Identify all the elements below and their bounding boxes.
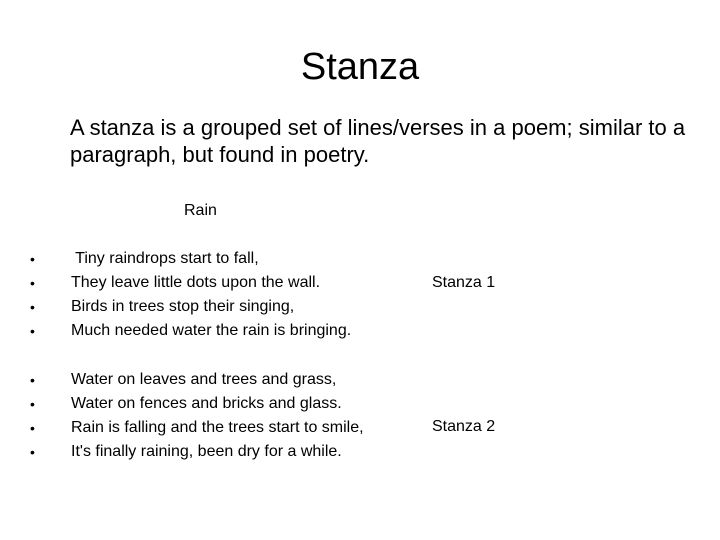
poem-line bbox=[30, 416, 450, 440]
poem-line-text: Rain is falling and the trees start to smile, bbox=[71, 419, 364, 436]
poem-line-text: Water on leaves and trees and grass, bbox=[71, 371, 337, 388]
poem-line bbox=[30, 247, 450, 271]
stanza-1-label: Stanza 1 bbox=[432, 274, 496, 291]
slide-title: Stanza bbox=[300, 46, 420, 88]
stanza-1-list bbox=[30, 247, 450, 343]
poem-line-text: It's finally raining, been dry for a while. bbox=[71, 443, 342, 460]
poem-line bbox=[30, 295, 450, 319]
bullet-icon: • bbox=[30, 251, 35, 267]
bullet-icon: • bbox=[30, 444, 35, 460]
bullet-icon: • bbox=[30, 323, 35, 339]
poem-line bbox=[30, 319, 450, 343]
poem-line bbox=[30, 440, 450, 464]
bullet-icon: • bbox=[30, 299, 35, 315]
poem-line bbox=[30, 392, 450, 416]
poem-line-text: Much needed water the rain is bringing. bbox=[71, 322, 352, 339]
poem-line-text: They leave little dots upon the wall. bbox=[71, 274, 321, 291]
definition-text: A stanza is a grouped set of lines/verses in a poem; similar to a paragraph, but found in poetry. bbox=[70, 115, 686, 167]
poem-title: Rain bbox=[184, 202, 217, 219]
bullet-icon: • bbox=[30, 275, 35, 291]
poem-line bbox=[30, 368, 450, 392]
poem-line-text: Tiny raindrops start to fall, bbox=[71, 250, 259, 267]
stanza-2-list bbox=[30, 368, 450, 464]
stanza-2-label: Stanza 2 bbox=[432, 418, 496, 435]
bullet-icon: • bbox=[30, 396, 35, 412]
bullet-icon: • bbox=[30, 420, 35, 436]
bullet-icon: • bbox=[30, 372, 35, 388]
poem-line bbox=[30, 271, 450, 295]
poem-line-text: Birds in trees stop their singing, bbox=[71, 298, 295, 315]
poem-line-text: Water on fences and bricks and glass. bbox=[71, 395, 342, 412]
